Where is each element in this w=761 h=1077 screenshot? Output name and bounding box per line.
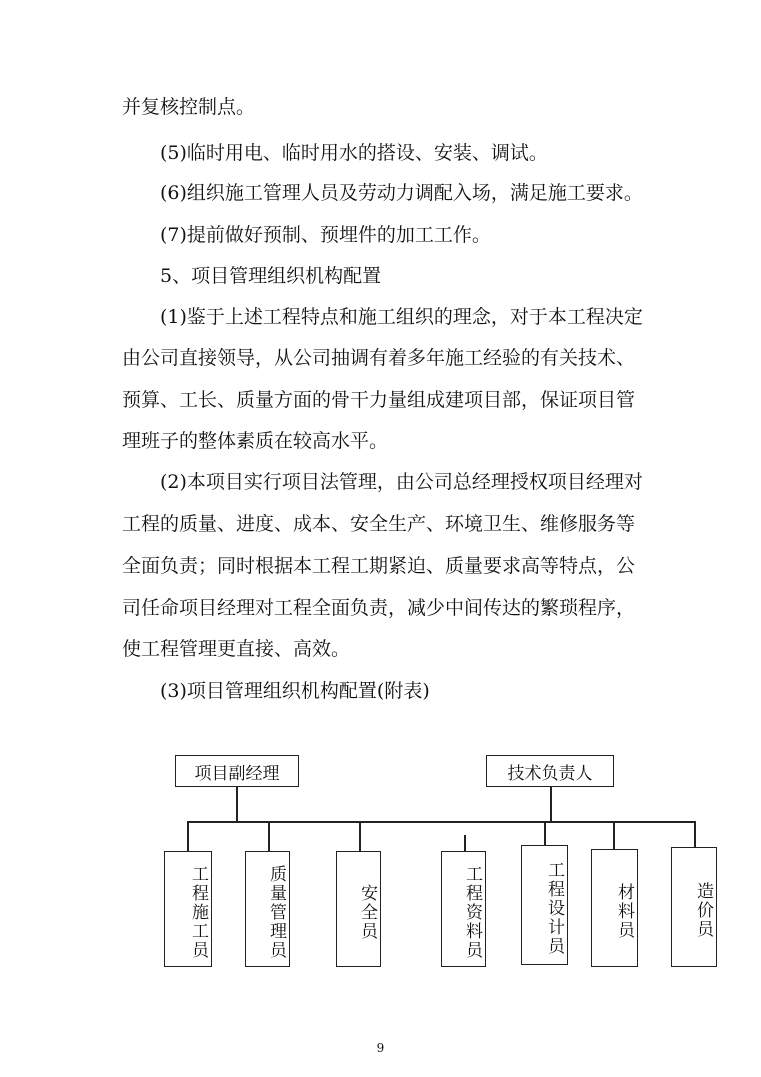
page-number: 9 <box>376 1041 385 1055</box>
paragraph-line: 司任命项目经理对工程全面负责，减少中间传达的繁琐程序， <box>122 597 636 619</box>
org-box-safety-officer: 安全员 <box>336 851 381 967</box>
paragraph-line: 理班子的整体素质在较高水平。 <box>122 430 389 452</box>
connector-line <box>268 821 270 851</box>
org-box-technical-lead: 技术负责人 <box>486 755 614 787</box>
org-box-materials-officer: 材料员 <box>591 849 638 967</box>
paragraph-line: (5)临时用电、临时用水的搭设、安装、调试。 <box>160 142 548 164</box>
connector-line <box>544 821 546 845</box>
connector-line <box>550 787 552 822</box>
connector-line <box>187 821 694 823</box>
paragraph-line: 工程的质量、进度、成本、安全生产、环境卫生、维修服务等 <box>122 513 636 535</box>
paragraph-line: 由公司直接领导，从公司抽调有着多年施工经验的有关技术、 <box>122 347 636 369</box>
connector-line <box>187 821 189 851</box>
paragraph-line: (7)提前做好预制、预埋件的加工工作。 <box>160 224 491 246</box>
connector-line <box>464 835 466 851</box>
org-box-deputy-manager: 项目副经理 <box>175 755 299 787</box>
connector-line <box>236 787 238 822</box>
connector-line <box>613 821 615 849</box>
paragraph-line: (6)组织施工管理人员及劳动力调配入场，满足施工要求。 <box>160 182 643 204</box>
connector-line <box>694 821 696 847</box>
paragraph-line: (1)鉴于上述工程特点和施工组织的理念，对于本工程决定 <box>160 306 643 328</box>
paragraph-line: (3)项目管理组织机构配置(附表) <box>160 680 430 702</box>
org-box-construction-worker: 工程施工员 <box>164 851 212 967</box>
org-box-document-clerk: 工程资料员 <box>441 851 486 967</box>
paragraph-line: 预算、工长、质量方面的骨干力量组成建项目部，保证项目管 <box>122 389 636 411</box>
connector-line <box>359 821 361 851</box>
paragraph-line: 并复核控制点。 <box>122 96 256 118</box>
paragraph-line: 全面负责；同时根据本工程工期紧迫、质量要求高等特点，公 <box>122 555 636 577</box>
paragraph-line: 使工程管理更直接、高效。 <box>122 638 351 660</box>
paragraph-line: (2)本项目实行项目法管理，由公司总经理授权项目经理对 <box>160 471 643 493</box>
org-box-quality-manager: 质量管理员 <box>245 851 290 967</box>
org-box-design-engineer: 工程设计员 <box>521 845 568 965</box>
org-box-cost-estimator: 造价员 <box>671 847 717 967</box>
section-heading: 5、项目管理组织机构配置 <box>160 265 382 287</box>
